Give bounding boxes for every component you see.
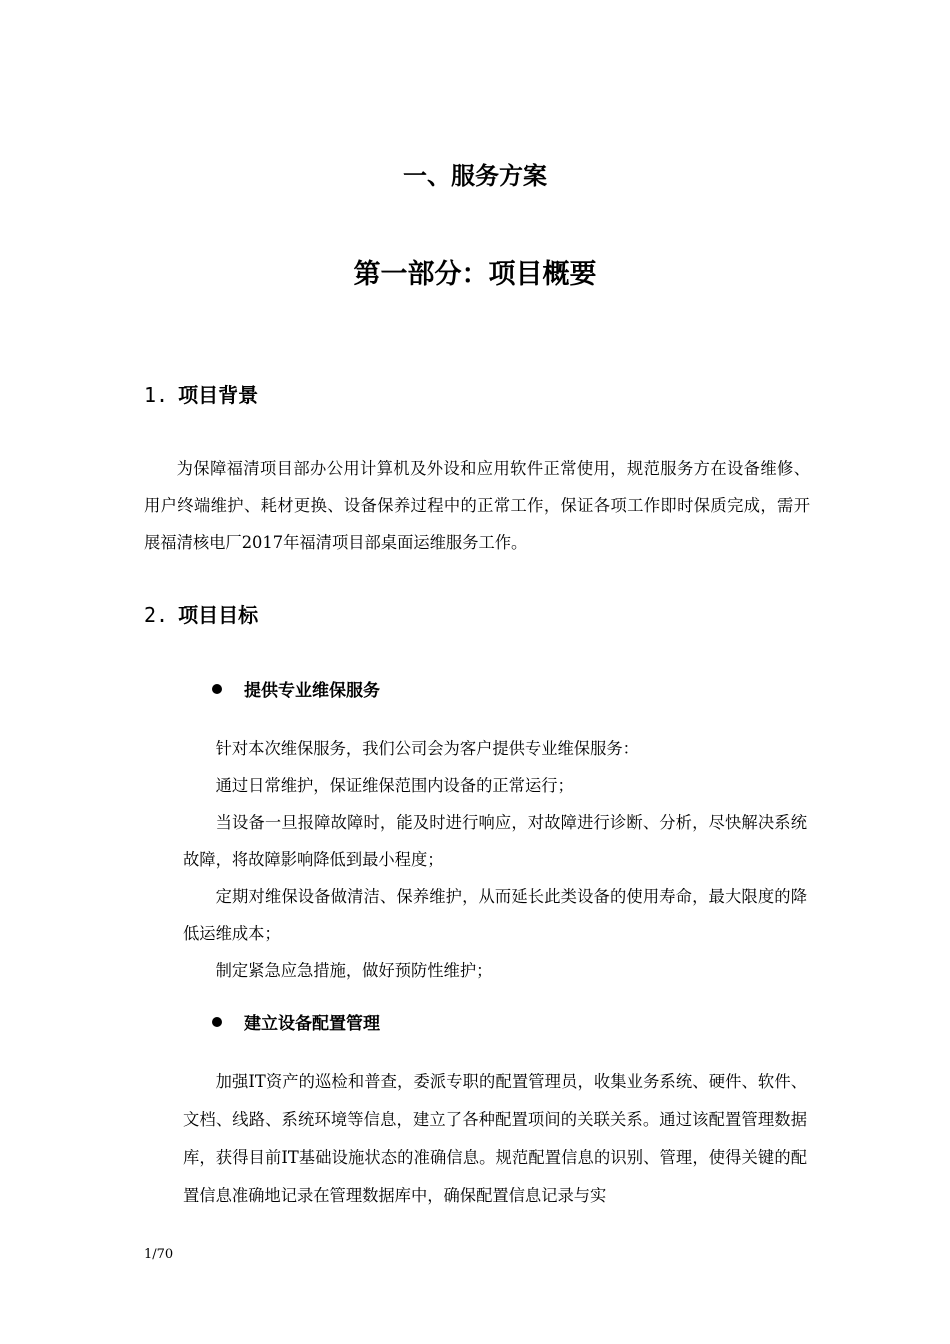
body-line: 通过日常维护，保证维保范围内设备的正常运行； (215, 776, 574, 795)
section-number: 2. (144, 603, 169, 627)
config-paragraph: 加强IT资产的巡检和普查，委派专职的配置管理员，收集业务系统、硬件、软件、文档、线路、系统环境等信息，建立了各种配置项间的关联关系。通过该配置管理数据库，获得目前IT基础设施状态的准确信息。规范配置信息的识别、管理，使得关键的配置信息准确地记录在管理数据库中，确保配置信息记录与实 (183, 1072, 807, 1205)
bullet-body (183, 730, 807, 989)
section-title: 项目背景 (178, 383, 259, 407)
bullet-title: 建立设备配置管理 (244, 1014, 380, 1034)
section-heading-background (144, 379, 258, 408)
bullet-heading (212, 676, 380, 701)
bullet-dot-icon (212, 1017, 222, 1027)
section-number: 1. (144, 383, 169, 407)
chapter-title: 一、服务方案 (403, 162, 547, 190)
body-line: 当设备一旦报障故障时，能及时进行响应，对故障进行诊断、分析，尽快解决系统故障，将故障影响降低到最小程度； (183, 813, 807, 869)
section-heading-goals (144, 599, 258, 628)
bullet-dot-icon (212, 684, 222, 694)
body-line: 针对本次维保服务，我们公司会为客户提供专业维保服务： (215, 739, 639, 758)
background-paragraph: 为保障福清项目部办公用计算机及外设和应用软件正常使用，规范服务方在设备维修、用户终端维护、耗材更换、设备保养过程中的正常工作，保证各项工作即时保质完成，需开展福清核电厂2017年福清项目部桌面运维服务工作。 (144, 459, 810, 552)
bullet-heading (212, 1009, 380, 1034)
body-line: 制定紧急应急措施，做好预防性维护； (215, 961, 493, 980)
part-title: 第一部分：项目概要 (353, 259, 597, 290)
page-number: 1/70 (144, 1247, 174, 1262)
section-title: 项目目标 (178, 603, 259, 627)
bullet-title: 提供专业维保服务 (244, 681, 380, 701)
body-line: 定期对维保设备做清洁、保养维护，从而延长此类设备的使用寿命，最大限度的降低运维成本； (183, 887, 807, 943)
